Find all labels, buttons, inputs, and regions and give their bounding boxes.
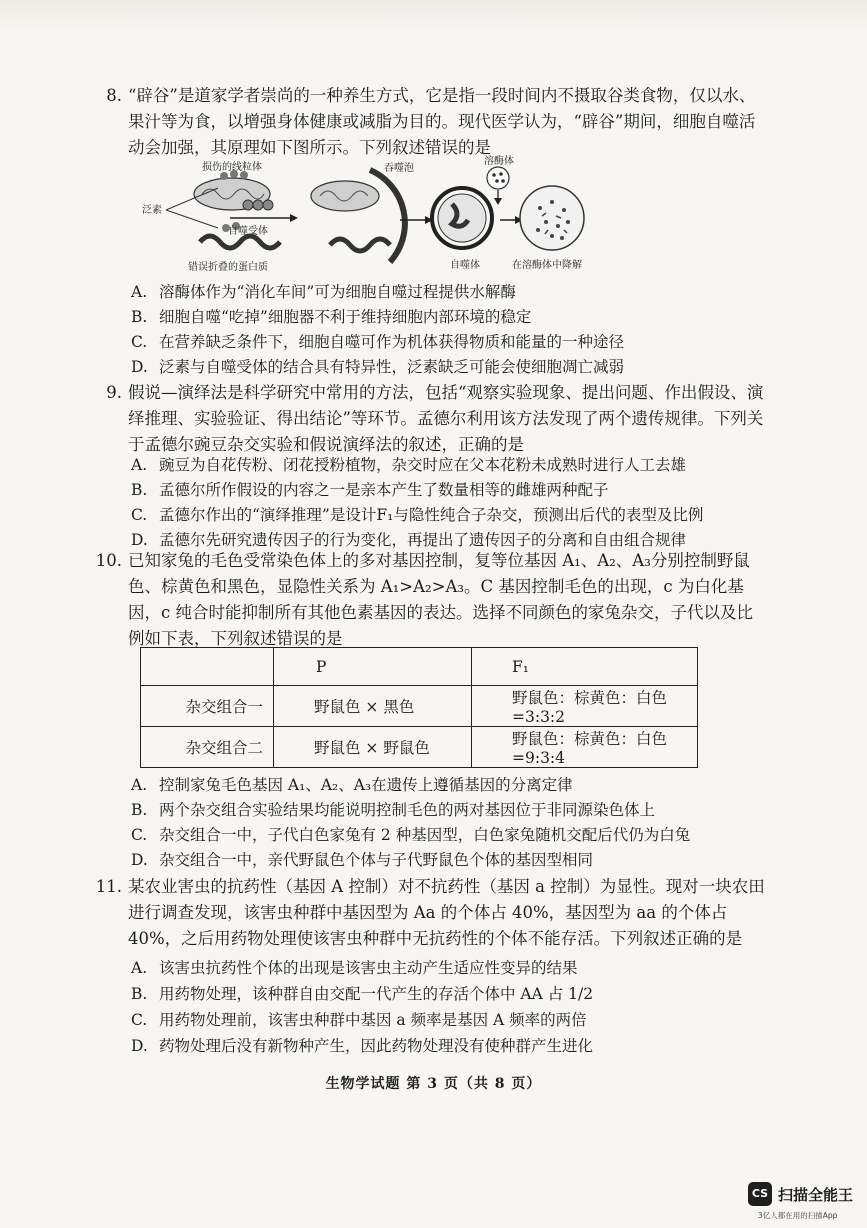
q11-option-b[interactable]: B. 用药物处理，该种群自由交配一代产生的存活个体中 AA 占 1/2 [131, 985, 594, 1003]
camscanner-logo-icon: CS [748, 1182, 772, 1206]
question-stem: 某农业害虫的抗药性（基因 A 控制）对不抗药性（基因 a 控制）为显性。现对一块农田进行调查发现，该害虫种群中基因型为 Aa 的个体占 40%，基因型为 aa 的个体占 40%，之后用药物处理使该害虫种群中无抗药性的个体不能存活。下列叙述正确的是 [128, 877, 765, 948]
q11-option-c[interactable]: C. 用药物处理前，该害虫种群中基因 a 频率是基因 A 频率的两倍 [131, 1011, 587, 1029]
page-footer: 生物学试题 第 3 页（共 8 页） [325, 1076, 542, 1092]
q10-option-d[interactable]: D. 杂交组合一中，亲代野鼠色个体与子代野鼠色个体的基因型相同 [131, 851, 594, 869]
table-cell: 野鼠色：棕黄色：白色=3:3:2 [472, 686, 698, 727]
question-number: 8. [106, 86, 122, 105]
question-number: 11. [95, 877, 122, 896]
q11-option-a[interactable]: A. 该害虫抗药性个体的出现是该害虫主动产生适应性变异的结果 [131, 959, 578, 977]
q10-option-b[interactable]: B. 两个杂交组合实验结果均能说明控制毛色的两对基因位于非同源染色体上 [131, 801, 656, 819]
table-cell: 杂交组合一 [141, 686, 274, 727]
q9-option-d[interactable]: D. 孟德尔先研究遗传因子的行为变化，再提出了遗传因子的分离和自由组合规律 [131, 531, 687, 549]
label-lysosome: 溶酶体 [484, 156, 514, 167]
label-damaged-mitochondrion: 损伤的线粒体 [202, 162, 262, 173]
label-ubiquitin: 泛素 [142, 205, 162, 216]
lysosome [487, 167, 509, 205]
label-phagophore: 吞噬泡 [384, 163, 414, 174]
table-header-cell: P [274, 648, 472, 686]
table-cell: 野鼠色 × 黑色 [274, 686, 472, 727]
question-number: 10. [95, 551, 122, 570]
watermark-app-name: 扫描全能王 [778, 1186, 854, 1204]
q10-option-a[interactable]: A. 控制家兔毛色基因 A₁、A₂、A₃在遗传上遵循基因的分离定律 [131, 776, 573, 794]
q10-option-c[interactable]: C. 杂交组合一中，子代白色家兔有 2 种基因型，白色家兔随机交配后代仍为白兔 [131, 826, 691, 844]
q8-option-c[interactable]: C. 在营养缺乏条件下，细胞自噬可作为机体获得物质和能量的一种途径 [131, 333, 625, 351]
q9-option-a[interactable]: A. 豌豆为自花传粉、闭花授粉植物，杂交时应在父本花粉未成熟时进行人工去雄 [131, 456, 687, 474]
autophagy-diagram [142, 156, 770, 275]
table-row [141, 727, 698, 768]
label-degradation: 在溶酶体中降解 [512, 260, 582, 271]
label-misfolded-protein: 错误折叠的蛋白质 [188, 262, 268, 273]
degradation-in-lysosome [520, 186, 584, 250]
table-cell: 野鼠色 × 野鼠色 [274, 727, 472, 768]
question-stem: “辟谷”是道家学者崇尚的一种养生方式，它是指一段时间内不摄取谷类食物，仅以水、果汁等为食，以增强身体健康或减脂为目的。现代医学认为，“辟谷”期间，细胞自噬活动会加强，其原理如下图所示。下列叙述错误的是 [128, 86, 756, 157]
q9-option-b[interactable]: B. 孟德尔所作假设的内容之一是亲本产生了数量相等的雌雄两种配子 [131, 481, 609, 499]
cross-results-table [140, 647, 698, 768]
question-stem: 假说—演绎法是科学研究中常用的方法，包括“观察实验现象、提出问题、作出假设、演绎推理、实验验证、得出结论”等环节。孟德尔利用该方法发现了两个遗传规律。下列关于孟德尔豌豆杂交实验和假说演绎法的叙述，正确的是 [128, 383, 764, 454]
watermark-tagline: 3亿人都在用的扫描App [758, 1211, 838, 1220]
q11-option-d[interactable]: D. 药物处理后没有新物种产生，因此药物处理没有使种群产生进化 [131, 1037, 594, 1055]
label-autophagosome: 自噬体 [450, 260, 480, 271]
q9-option-c[interactable]: C. 孟德尔作出的“演绎推理”是设计F₁与隐性纯合子杂交，预测出后代的表型及比例 [131, 506, 704, 524]
label-autophagy-receptor: 自噬受体 [228, 226, 268, 237]
question-number: 9. [106, 383, 122, 402]
q8-option-a[interactable]: A. 溶酶体作为“消化车间”可为细胞自噬过程提供水解酶 [131, 283, 516, 301]
table-cell: 野鼠色：棕黄色：白色=9:3:4 [472, 727, 698, 768]
question-stem: 已知家兔的毛色受常染色体上的多对基因控制，复等位基因 A₁、A₂、A₃分别控制野鼠色、棕黄色和黑色，显隐性关系为 A₁>A₂>A₃。C 基因控制毛色的出现，c 为白化基因，c 纯合时能抑制所有其他色素基因的表达。选择不同颜色的家兔杂交，子代以及比例如下表，下列叙述错误的是 [128, 551, 753, 648]
q8-option-d[interactable]: D. 泛素与自噬受体的结合具有特异性，泛素缺乏可能会使细胞凋亡减弱 [131, 358, 625, 376]
table-header-row [141, 648, 698, 686]
table-row [141, 686, 698, 727]
table-header-cell: F₁ [472, 648, 698, 686]
phagophore [311, 170, 405, 262]
q8-option-b[interactable]: B. 细胞自噬“吃掉”细胞器不利于维持细胞内部环境的稳定 [131, 308, 532, 326]
table-header-cell [141, 648, 274, 686]
table-cell: 杂交组合二 [141, 727, 274, 768]
autophagosome [432, 188, 492, 248]
